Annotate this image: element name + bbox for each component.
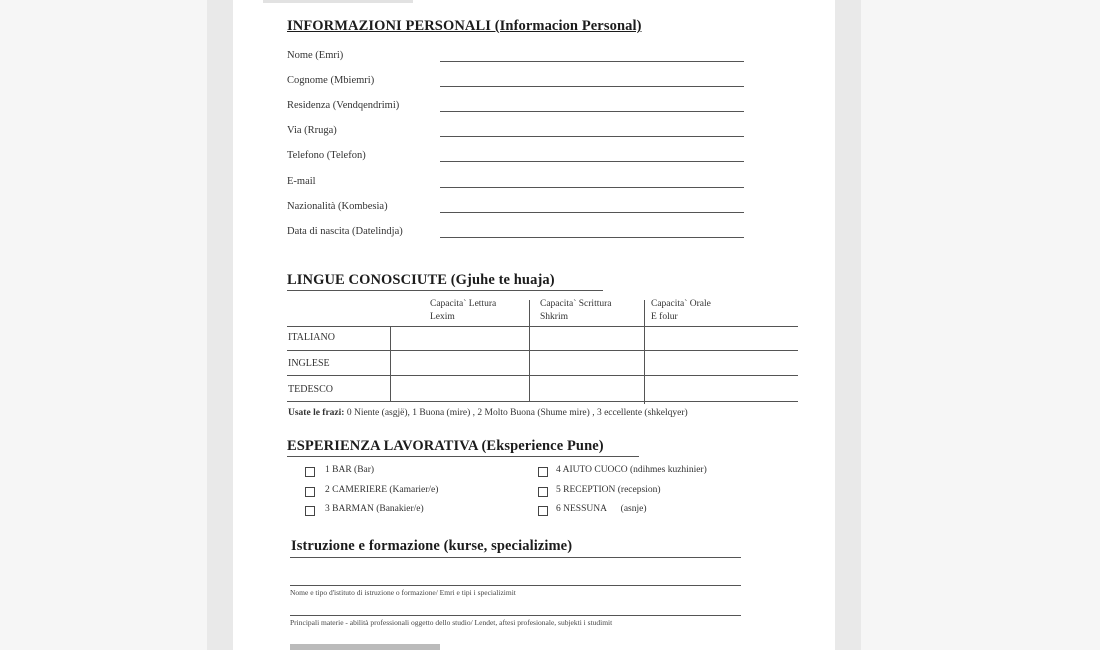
- table-rule-3: [287, 401, 798, 402]
- right-margin-panel: [835, 0, 861, 650]
- birthdate-label: Data di nascita (Datelindja): [287, 226, 403, 237]
- phone-label: Telefono (Telefon): [287, 150, 366, 161]
- col-oral-header: [651, 298, 711, 324]
- col-reading-line2: Lexim: [430, 312, 455, 322]
- left-margin-panel: [207, 0, 233, 650]
- checkbox-none[interactable]: [538, 506, 548, 516]
- languages-title-rule: [287, 290, 603, 291]
- cropped-header-fragment: [263, 0, 413, 3]
- residence-field[interactable]: [440, 111, 744, 112]
- street-field[interactable]: [440, 136, 744, 137]
- form-page: [233, 0, 835, 650]
- experience-title: ESPERIENZA LAVORATIVA (Eksperience Pune): [287, 438, 604, 454]
- option-reception-label: 5 RECEPTION (recepsion): [556, 485, 661, 495]
- checkbox-reception[interactable]: [538, 487, 548, 497]
- residence-label: Residenza (Vendqendrimi): [287, 100, 400, 111]
- option-bar-label: 1 BAR (Bar): [325, 465, 375, 475]
- name-field[interactable]: [440, 61, 744, 62]
- email-field[interactable]: [440, 187, 744, 188]
- col-reading-header: [430, 298, 496, 324]
- languages-title: LINGUE CONOSCIUTE (Gjuhe te huaja): [287, 272, 555, 288]
- checkbox-waiter[interactable]: [305, 487, 315, 497]
- col-oral-line2: E folur: [651, 312, 678, 322]
- table-vrule-1: [390, 326, 391, 401]
- lang-row-italian: ITALIANO: [288, 332, 335, 343]
- surname-label: Cognome (Mbiemri): [287, 75, 375, 86]
- subjects-caption: Principali materie - abilità professionali oggetto dello studio/ Lendet, aftesi profesionale, subjekti i studimit: [290, 618, 613, 627]
- phone-field[interactable]: [440, 161, 744, 162]
- option-none-label: 6 NESSUNA (asnje): [556, 504, 647, 514]
- nationality-label: Nazionalità (Kombesia): [287, 201, 388, 212]
- legend-text: 0 Niente (asgjë), 1 Buona (mire) , 2 Molto Buona (Shume mire) , 3 eccellente (shkelqyer): [346, 408, 688, 418]
- nationality-field[interactable]: [440, 212, 744, 213]
- education-title-rule: [290, 557, 741, 558]
- table-vrule-3: [644, 300, 645, 404]
- col-writing-line2: Shkrim: [540, 312, 568, 322]
- legend-bold: Usate le frazi:: [288, 408, 345, 418]
- name-label: Nome (Emri): [287, 50, 344, 61]
- col-reading-line1: Capacita` Lettura: [430, 299, 497, 309]
- col-oral-line1: Capacita` Orale: [651, 299, 711, 309]
- street-label: Via (Rruga): [287, 125, 337, 136]
- table-vrule-2: [529, 300, 530, 401]
- lang-row-german: TEDESCO: [288, 384, 333, 395]
- birthdate-field[interactable]: [440, 237, 744, 238]
- subjects-field[interactable]: [290, 615, 741, 616]
- languages-legend: [288, 408, 688, 418]
- experience-title-rule: [287, 456, 639, 457]
- institution-caption: Nome e tipo d'istituto di istruzione o formazione/ Emri e tipi i specializimit: [290, 588, 516, 597]
- email-label: E-mail: [287, 176, 316, 187]
- surname-field[interactable]: [440, 86, 744, 87]
- checkbox-barman[interactable]: [305, 506, 315, 516]
- col-writing-line1: Capacita` Scrittura: [540, 299, 612, 309]
- cropped-footer-fragment: [290, 644, 440, 650]
- option-cook-assistant-label: 4 AIUTO CUOCO (ndihmes kuzhinier): [556, 465, 707, 475]
- education-title: Istruzione e formazione (kurse, specializime): [291, 538, 573, 554]
- table-rule-1: [287, 350, 798, 351]
- col-writing-header: [540, 298, 611, 324]
- table-rule-2: [287, 375, 798, 376]
- table-rule-top: [287, 326, 798, 327]
- personal-info-title: INFORMAZIONI PERSONALI (Informacion Personal): [287, 18, 642, 34]
- option-barman-label: 3 BARMAN (Banakier/e): [325, 504, 424, 514]
- option-waiter-label: 2 CAMERIERE (Kamarier/e): [325, 485, 439, 495]
- lang-row-english: INGLESE: [288, 358, 330, 369]
- institution-field[interactable]: [290, 585, 741, 586]
- checkbox-bar[interactable]: [305, 467, 315, 477]
- checkbox-cook-assistant[interactable]: [538, 467, 548, 477]
